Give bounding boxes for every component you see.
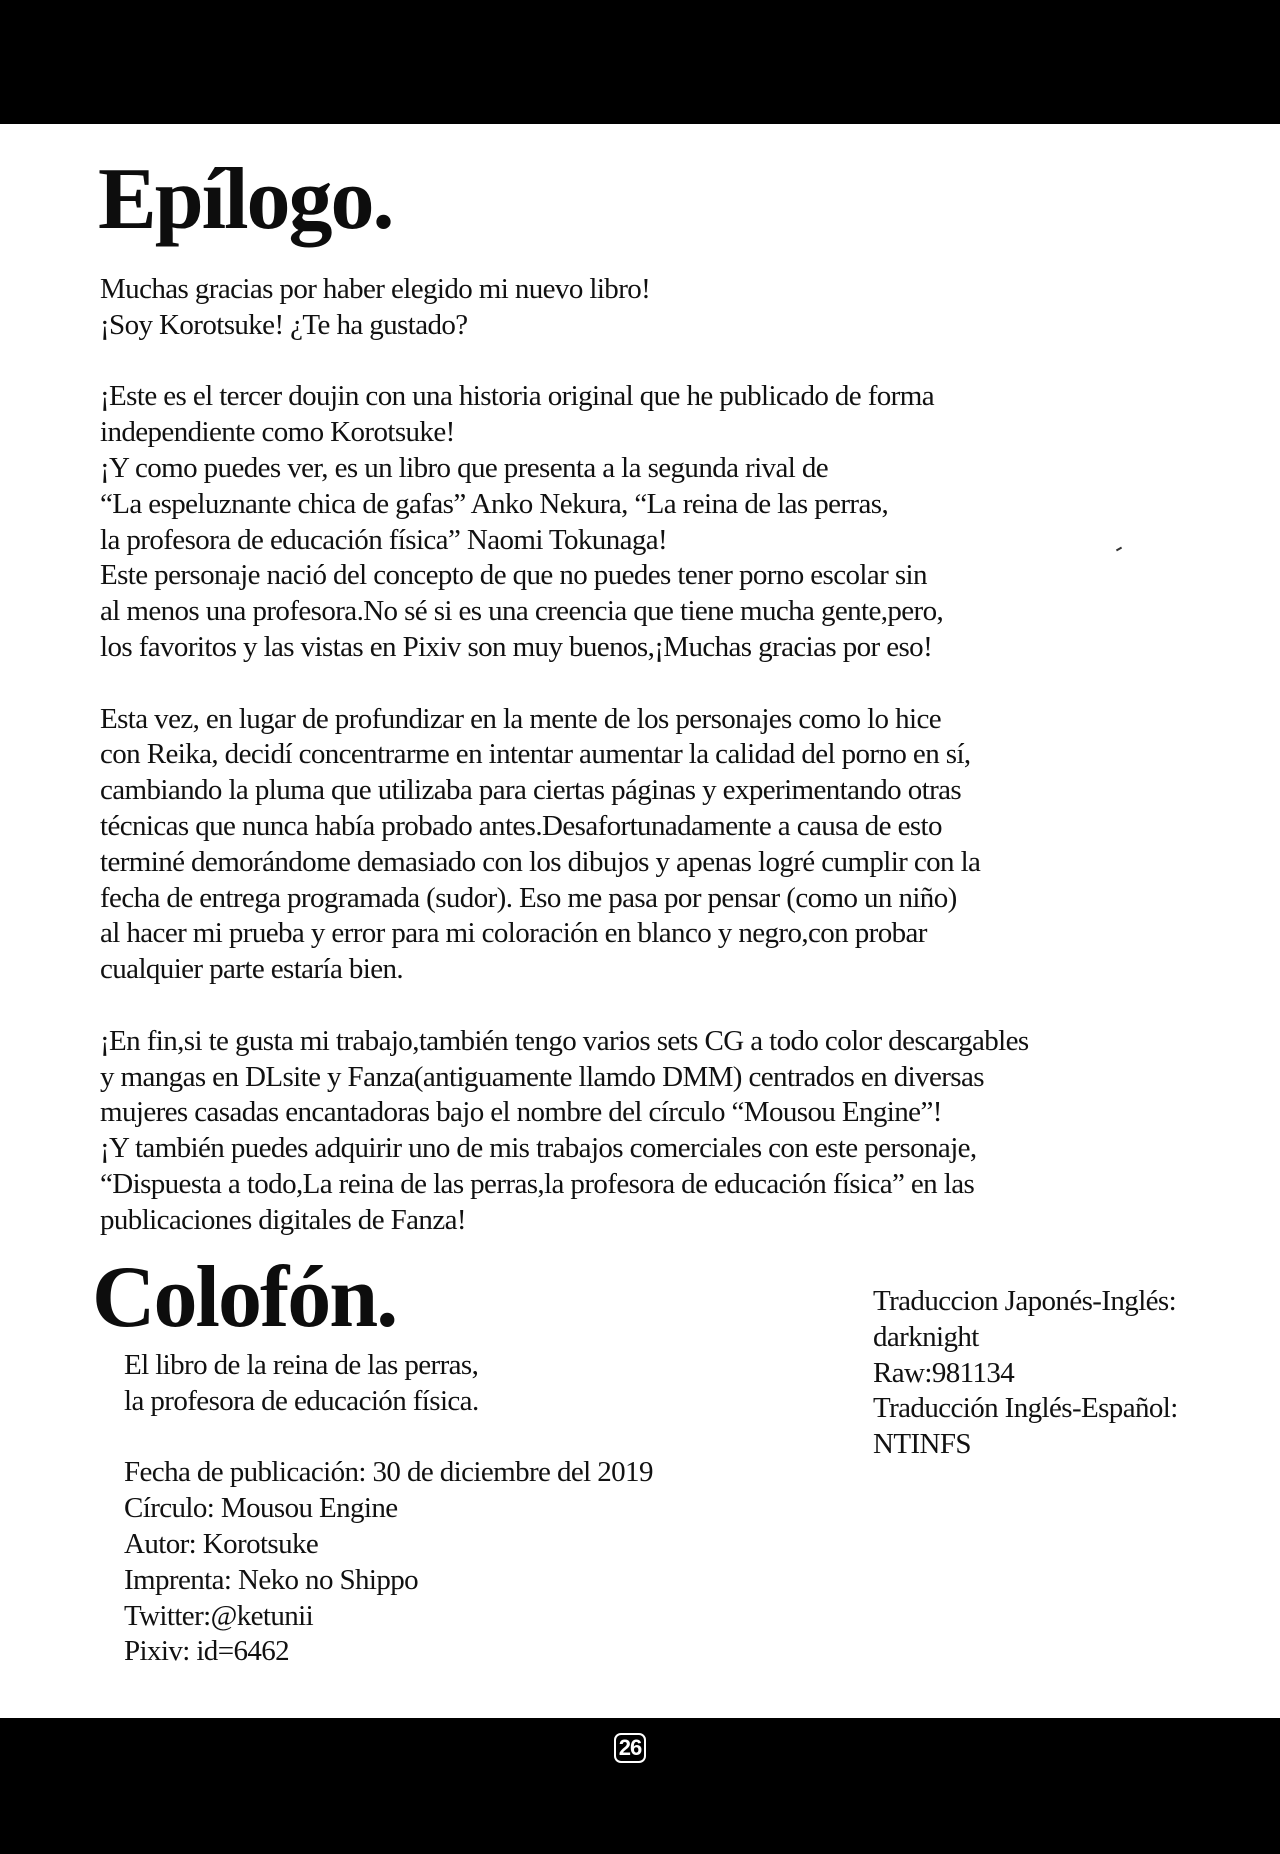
text-line: los favoritos y las vistas en Pixiv son muy buenos,¡Muchas gracias por eso!: [100, 630, 933, 663]
text-line: Muchas gracias por haber elegido mi nuevo libro!: [100, 273, 651, 305]
epilogue-paragraph-1: [100, 272, 1250, 344]
text-line: mujeres casadas encantadoras bajo el nombre del círculo “Mousou Engine”!: [100, 1096, 942, 1129]
page-number-label: 26: [614, 1733, 646, 1763]
text-line: ¡Y como puedes ver, es un libro que presenta a la segunda rival de: [100, 451, 829, 484]
colophon-title: Colofón.: [92, 1249, 397, 1346]
text-line: al menos una profesora.No sé si es una creencia que tiene mucha gente,pero,: [100, 595, 944, 628]
epilogue-paragraph-4: [100, 1024, 1250, 1239]
text-line: ¡Y también puedes adquirir uno de mis trabajos comerciales con este personaje,: [100, 1132, 977, 1165]
text-line: la profesora de educación física.: [124, 1384, 479, 1417]
text-line: independiente como Korotsuke!: [100, 416, 455, 449]
top-black-band: [0, 0, 1280, 124]
credit-line: darknight: [873, 1320, 979, 1353]
colophon-details: [124, 1348, 764, 1706]
colophon-book-title: [124, 1348, 764, 1420]
text-line: ¡Este es el tercer doujin con una historia original que he publicado de forma: [100, 380, 934, 413]
text-line: ¡En fin,si te gusta mi trabajo,también tengo varios sets CG a todo color descargables: [100, 1024, 1029, 1057]
epilogue-body: [100, 272, 1250, 1274]
twitter-handle: Twitter:@ketunii: [124, 1599, 314, 1632]
text-line: El libro de la reina de las perras,: [124, 1349, 479, 1381]
epilogue-title: Epílogo.: [98, 151, 393, 248]
credit-line: NTINFS: [873, 1428, 971, 1461]
epilogue-paragraph-2: [100, 379, 1250, 665]
page-number: [600, 1733, 660, 1763]
text-line: publicaciones digitales de Fanza!: [100, 1203, 466, 1236]
text-line: Este personaje nació del concepto de que no puedes tener porno escolar sin: [100, 559, 927, 592]
text-line: cambiando la pluma que utilizaba para ciertas páginas y experimentando otras: [100, 774, 962, 807]
text-line: la profesora de educación física” Naomi Tokunaga!: [100, 523, 668, 556]
colophon-info: [124, 1455, 764, 1670]
text-line: cualquier parte estaría bien.: [100, 953, 404, 986]
circle-name: Círculo: Mousou Engine: [124, 1492, 398, 1525]
text-line: y mangas en DLsite y Fanza(antiguamente llamdo DMM) centrados en diversas: [100, 1060, 984, 1093]
author-name: Autor: Korotsuke: [124, 1527, 319, 1560]
text-line: “La espeluznante chica de gafas” Anko Nekura, “La reina de las perras,: [100, 487, 889, 520]
text-line: “Dispuesta a todo,La reina de las perras,la profesora de educación física” en las: [100, 1167, 975, 1200]
epilogue-paragraph-3: [100, 702, 1250, 988]
text-line: Esta vez, en lugar de profundizar en la mente de los personajes como lo hice: [100, 702, 941, 735]
text-line: terminé demorándome demasiado con los dibujos y apenas logré cumplir con la: [100, 845, 981, 878]
text-line: técnicas que nunca había probado antes.Desafortunadamente a causa de esto: [100, 809, 942, 842]
translation-credits: [873, 1284, 1253, 1463]
credit-line: Traduccion Japonés-Inglés:: [873, 1285, 1177, 1317]
publication-date: Fecha de publicación: 30 de diciembre del 2019: [124, 1456, 653, 1489]
text-line: ¡Soy Korotsuke! ¿Te ha gustado?: [100, 308, 468, 341]
printer-name: Imprenta: Neko no Shippo: [124, 1563, 419, 1596]
text-line: fecha de entrega programada (sudor). Eso me pasa por pensar (como un niño): [100, 881, 957, 914]
text-line: al hacer mi prueba y error para mi coloración en blanco y negro,con probar: [100, 917, 927, 950]
text-line: con Reika, decidí concentrarme en intentar aumentar la calidad del porno en sí,: [100, 738, 971, 771]
credit-line: Raw:981134: [873, 1356, 1015, 1389]
credit-line: Traducción Inglés-Español:: [873, 1392, 1178, 1425]
pixiv-id: Pixiv: id=6462: [124, 1635, 290, 1668]
